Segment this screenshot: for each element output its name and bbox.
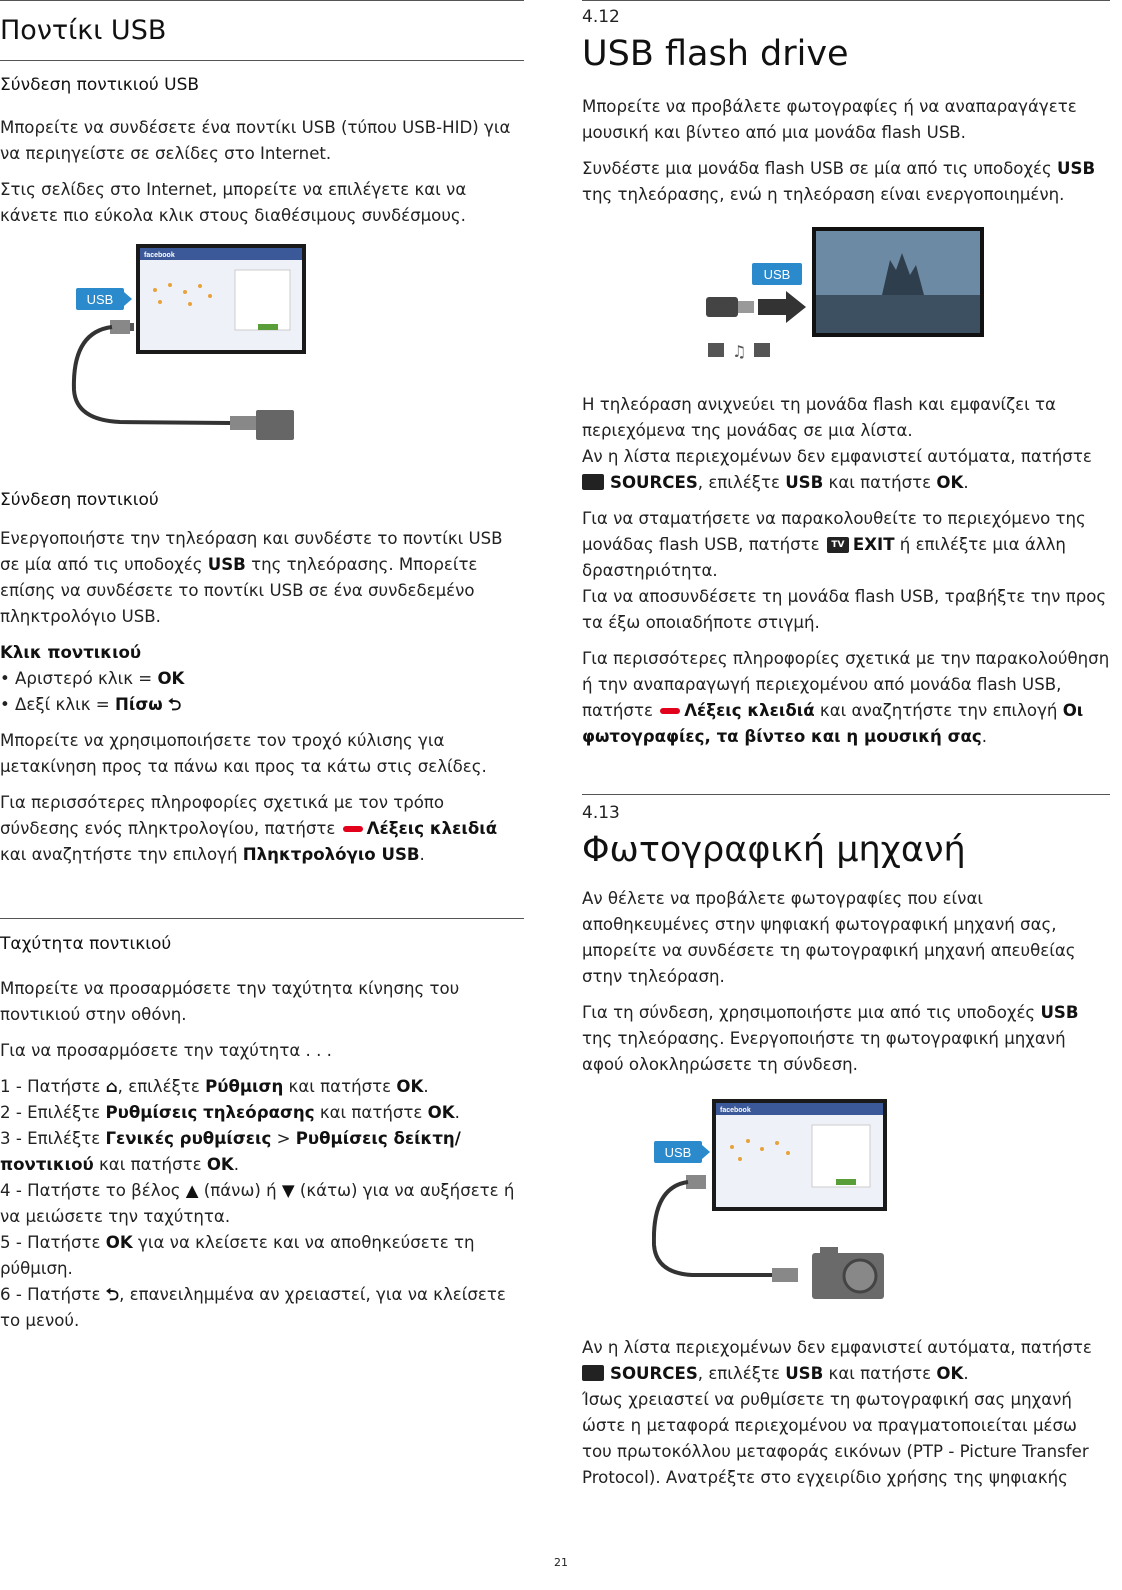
subheading-connect-mouse: Σύνδεση ποντικιού [0, 490, 159, 510]
divider [0, 60, 524, 61]
paragraph: Για να αποσυνδέσετε τη μονάδα flash USB, τραβήξτε την προς τα έξω οποιαδήποτε στιγμή. [582, 587, 1107, 632]
video-icon [754, 343, 770, 357]
connect-mouse-text [0, 526, 520, 878]
back-icon: ⮌ [105, 1285, 120, 1304]
paragraph: Στις σελίδες στο Internet, μπορείτε να επιλέγετε και να κάνετε πιο εύκολα κλικ στους διαθέσιμους συνδέσμους. [0, 180, 467, 225]
paragraph: Για περισσότερες πληροφορίες σχετικά με τον τρόπο σύνδεσης ενός πληκτρολογίου, πατήστε Λέξεις κλειδιά και αναζητήστε την επιλογή Πληκτρολόγιο USB. [0, 793, 498, 864]
step-1: 1 - Πατήστε ⌂, επιλέξτε Ρύθμιση και πατήστε OK. [0, 1077, 429, 1096]
paragraph: Αν θέλετε να προβάλετε φωτογραφίες που είναι αποθηκευμένες στην ψηφιακή φωτογραφική μηχανή σας, μπορείτε να συνδέσετε τη φωτογραφική μηχανή απευθείας στην τηλεόραση. [582, 889, 1076, 986]
usb-flash-illustration [702, 225, 992, 375]
page-number: 21 [554, 1556, 568, 1569]
section-number: 4.13 [582, 803, 620, 823]
paragraph: Μπορείτε να προσαρμόσετε την ταχύτητα κίνησης του ποντικιού στην οθόνη. [0, 979, 460, 1024]
usb-plug [686, 1175, 706, 1189]
photo-icon [708, 343, 724, 357]
paragraph: Ενεργοποιήστε την τηλεόραση και συνδέστε το ποντίκι USB σε μία από τις υποδοχές USB της τηλεόρασης. Μπορείτε επίσης να συνδέσετε το ποντίκι USB σε ένα συνδεδεμένο πληκτρολόγιο USB. [0, 529, 503, 626]
usb-plug-2 [230, 416, 256, 430]
section-title-usb-flash: USB flash drive [582, 34, 849, 74]
camera-lens [844, 1260, 876, 1292]
step-2: 2 - Επιλέξτε Ρυθμίσεις τηλεόρασης και πατήστε OK. [0, 1103, 460, 1122]
paragraph: Αν η λίστα περιεχομένων δεν εμφανιστεί αυτόματα, πατήστε [582, 1338, 1092, 1357]
arrow-up-icon: ▲ [185, 1181, 199, 1200]
section-title-camera: Φωτογραφική μηχανή [582, 830, 966, 870]
usb-flash-body [582, 392, 1110, 760]
camera-body [582, 1335, 1110, 1491]
paragraph: Για να σταματήσετε να παρακολουθείτε το περιεχόμενο της μονάδας flash USB, πατήστε TV EXIT ή επιλέξτε μια άλλη δραστηριότητα. [582, 509, 1086, 580]
paragraph: Μπορείτε να συνδέσετε ένα ποντίκι USB (τύπου USB-HID) για να περιηγείστε σε σελίδες στο Internet. [0, 118, 511, 163]
step-5: 5 - Πατήστε OK για να κλείσετε και να αποθηκεύσετε τη ρύθμιση. [0, 1233, 475, 1278]
right-click-row: • Δεξί κλικ = Πίσω ⮌ [0, 695, 182, 714]
signup-form [812, 1125, 870, 1187]
signup-button [836, 1179, 856, 1185]
top-rule [0, 0, 524, 1]
usb-plug [110, 320, 130, 334]
signup-form [235, 270, 290, 330]
red-key-icon [660, 708, 680, 714]
subheading-mouse-speed: Ταχύτητα ποντικιού [0, 934, 172, 954]
section-number: 4.12 [582, 7, 620, 27]
click-heading: Κλικ ποντικιού [0, 643, 142, 662]
brand-text: facebook [144, 252, 175, 259]
paragraph: SOURCES, επιλέξτε USB και πατήστε OK. [582, 1361, 1110, 1387]
step-4: 4 - Πατήστε το βέλος ▲ (πάνω) ή ▼ (κάτω) για να αυξήσετε ή να μειώσετε την ταχύτητα. [0, 1181, 515, 1226]
left-click-row: • Αριστερό κλικ = OK [0, 669, 185, 688]
sources-icon [582, 474, 604, 490]
paragraph: Μπορείτε να χρησιμοποιήσετε τον τροχό κύλισης για μετακίνηση προς τα πάνω και προς τα κάτω στις σελίδες. [0, 731, 487, 776]
paragraph: Για τη σύνδεση, χρησιμοποιήστε μια από τις υποδοχές USB της τηλεόρασης. Ενεργοποιήστε τη φωτογραφική μηχανή αφού ολοκληρώσετε τη σύνδεση. [582, 1003, 1079, 1074]
usb-browser-illustration [60, 240, 320, 450]
paragraph: Μπορείτε να προβάλετε φωτογραφίες ή να αναπαραγάγετε μουσική και βίντεο από μια μονάδα flash USB. [582, 97, 1077, 142]
paragraph: Συνδέστε μια μονάδα flash USB σε μία από τις υποδοχές USB της τηλεόρασης, ενώ η τηλεόραση είναι ενεργοποιημένη. [582, 159, 1096, 204]
camera-illustration [652, 1095, 892, 1305]
mouse-icon [256, 410, 294, 440]
arrow-right-icon [758, 291, 806, 323]
usb-tag-pointer [124, 292, 132, 306]
red-key-icon [343, 826, 363, 832]
music-icon: ♫ [732, 342, 747, 361]
arrow-down-icon: ▼ [281, 1181, 295, 1200]
signup-button [258, 324, 278, 330]
step-3: 3 - Επιλέξτε Γενικές ρυθμίσεις > Ρυθμίσεις δείκτη/ποντικιού και πατήστε OK. [0, 1129, 461, 1174]
usb-tag-label: USB [664, 1145, 692, 1160]
camera-intro [582, 886, 1110, 1088]
home-icon: ⌂ [105, 1077, 118, 1096]
paragraph: Για να προσαρμόσετε την ταχύτητα . . . [0, 1041, 332, 1060]
usb-tag-label: USB [763, 267, 791, 282]
sources-icon [582, 1365, 604, 1381]
step-6: 6 - Πατήστε ⮌, επανειλημμένα αν χρειαστεί, για να κλείσετε το μενού. [0, 1285, 506, 1330]
brand-text: facebook [720, 1107, 751, 1114]
usb-flash-intro [582, 94, 1110, 218]
paragraph: Για περισσότερες πληροφορίες σχετικά με την παρακολούθηση ή την αναπαραγωγή περιεχομένου από μονάδα flash USB, πατήστε Λέξεις κλειδιά και αναζητήστε την επιλογή Οι φωτογραφίες, τα βίντεο και η μουσική σας. [582, 649, 1110, 746]
subheading-connect-usb-mouse: Σύνδεση ποντικιού USB [0, 75, 200, 95]
paragraph: Ίσως χρειαστεί να ρυθμίσετε τη φωτογραφική σας μηχανή ώστε η μεταφορά περιεχομένου να πραγματοποιείται μέσω του πρωτοκόλλου μεταφοράς εικόνων (PTP - Picture Transfer Protocol). Ανατρέξτε στο εγχειρίδιο χρήσης της ψηφιακής [582, 1390, 1089, 1487]
usb-plug-2 [772, 1268, 798, 1282]
paragraph: Η τηλεόραση ανιχνεύει τη μονάδα flash και εμφανίζει τα περιεχόμενα της μονάδας σε μια λίστα. [582, 395, 1056, 440]
section-title-usb-mouse: Ποντίκι USB [0, 15, 167, 46]
mouse-speed-text [0, 976, 520, 1334]
usb-tag-label: USB [86, 292, 114, 307]
back-icon: ⮌ [167, 695, 182, 714]
top-rule [582, 0, 1110, 1]
divider [582, 794, 1110, 795]
usb-flash-drive [706, 297, 738, 317]
divider [0, 918, 524, 919]
tv-icon: TV [827, 537, 849, 553]
intro-text [0, 115, 520, 239]
paragraph: Αν η λίστα περιεχομένων δεν εμφανιστεί αυτόματα, πατήστε SOURCES, επιλέξτε USB και πατήστε OK. [582, 447, 1092, 492]
